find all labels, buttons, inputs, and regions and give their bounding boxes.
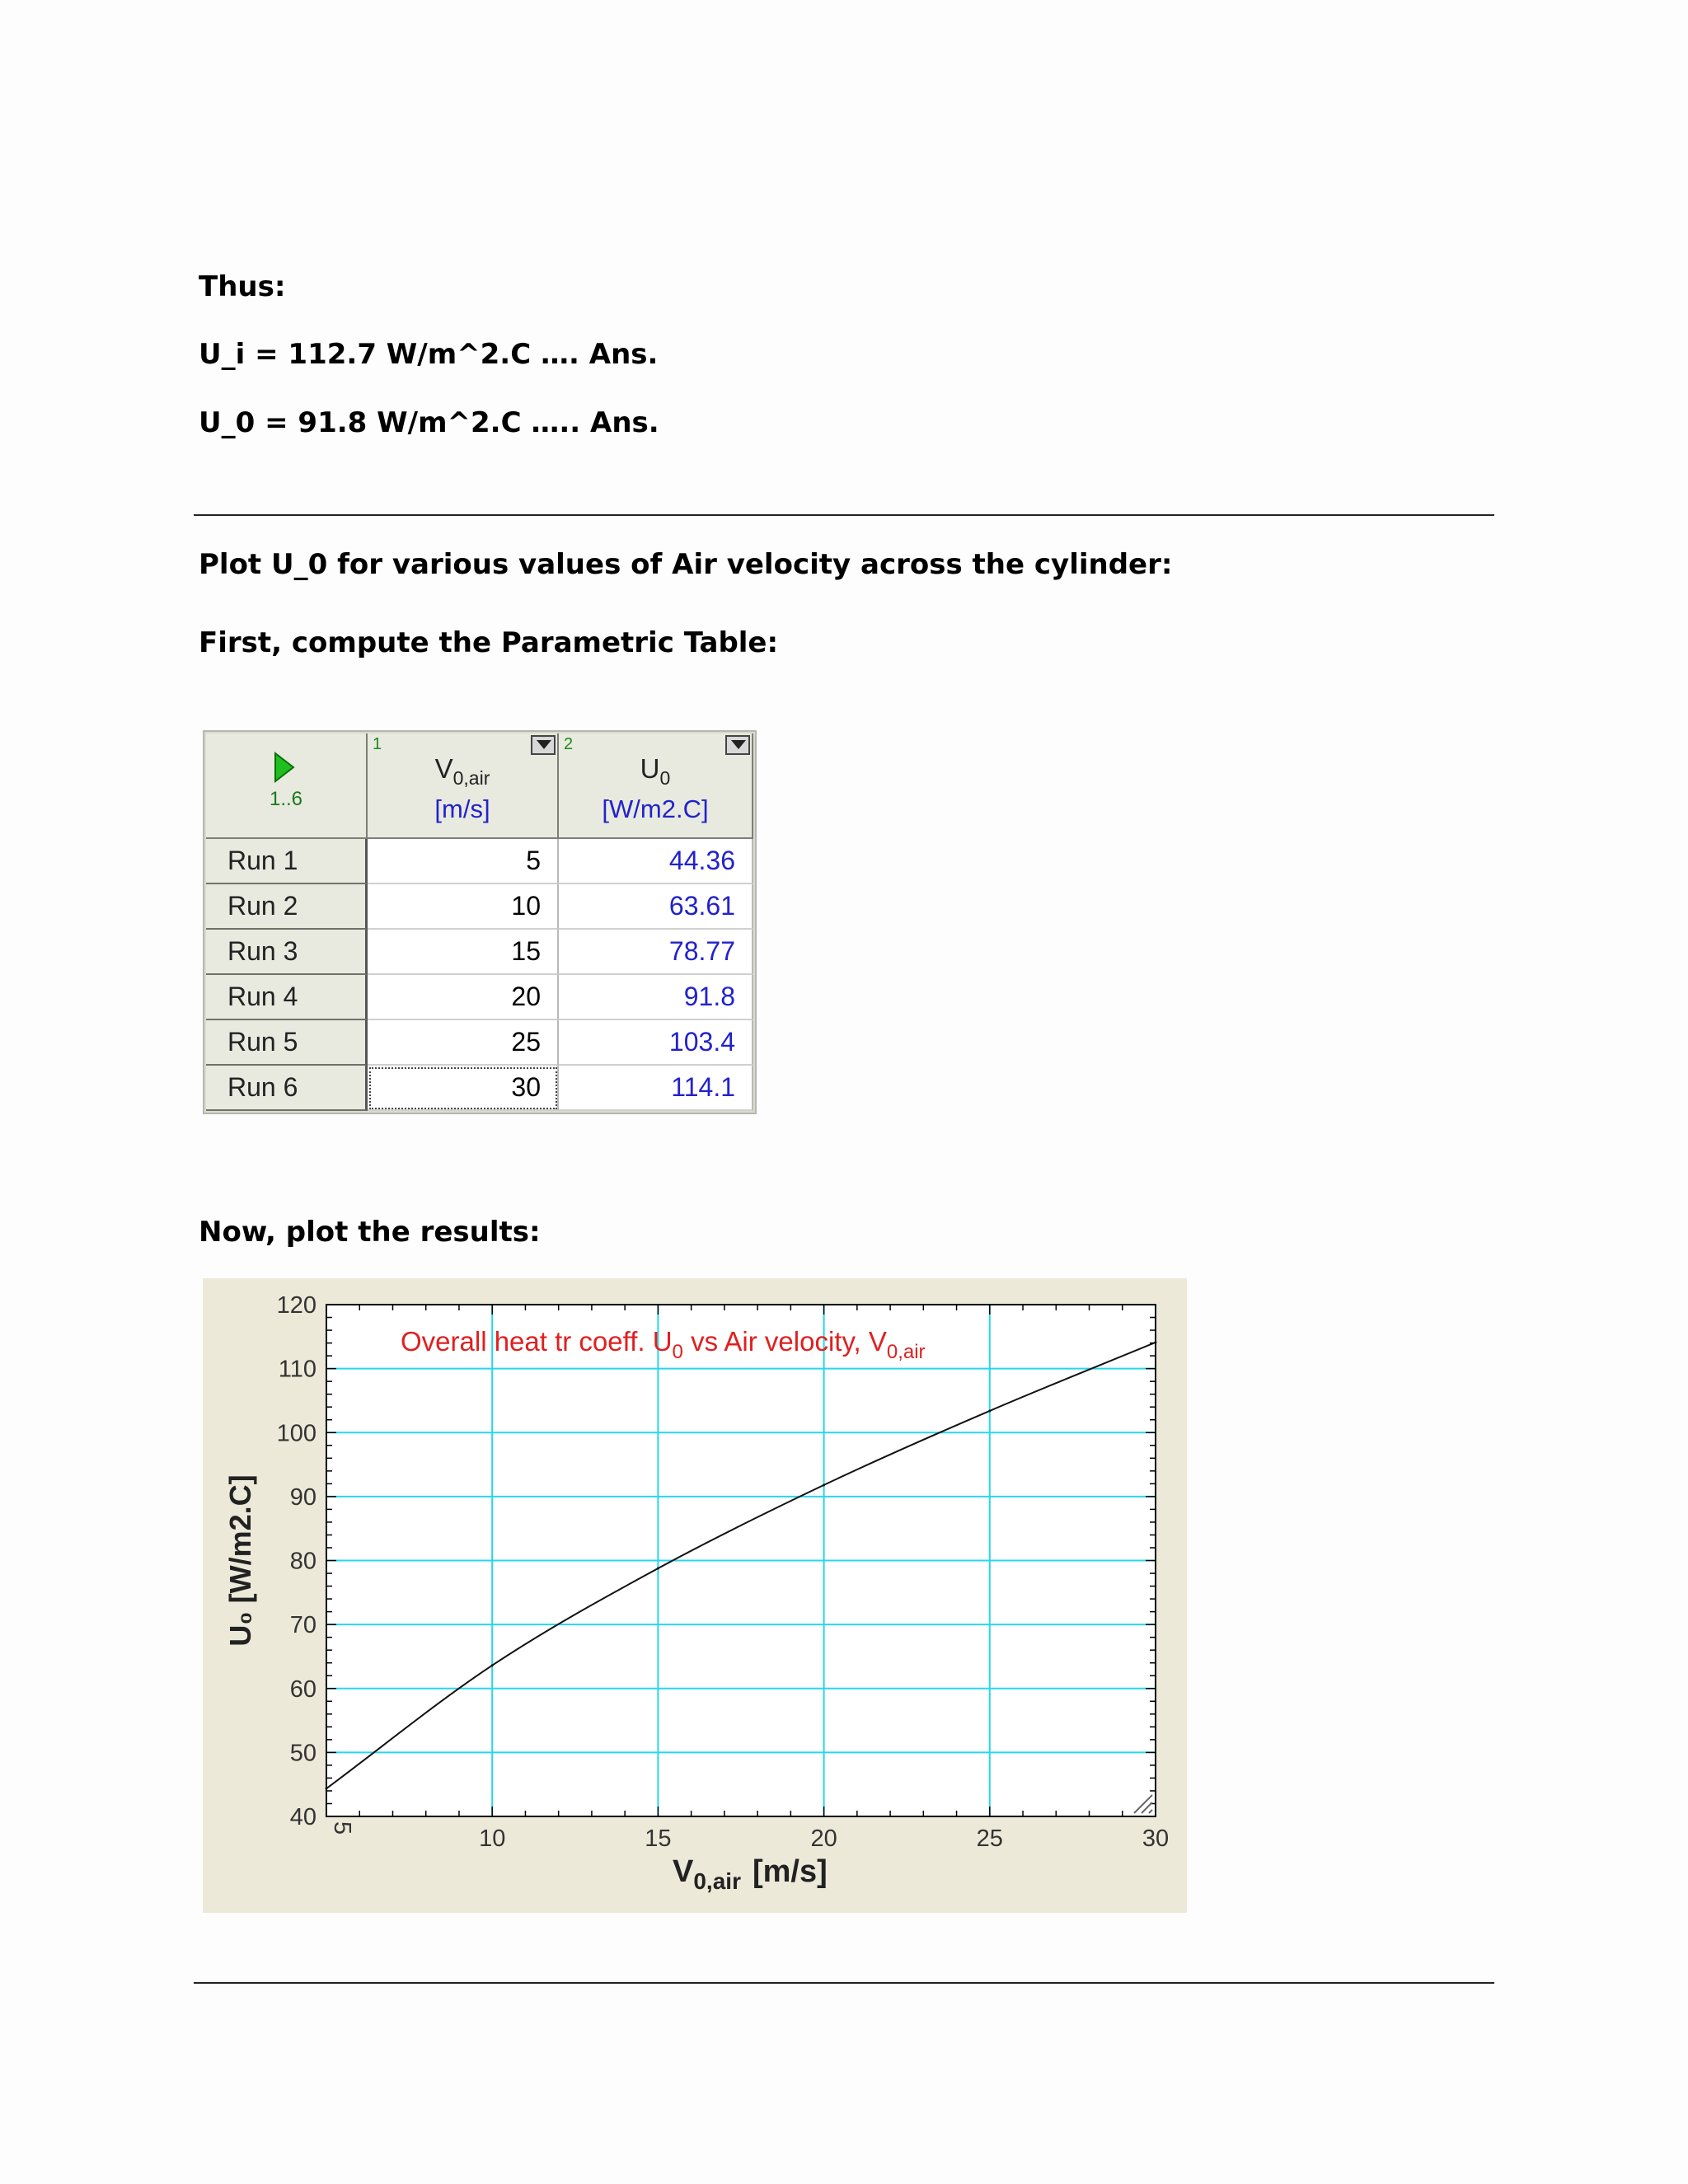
y-axis-label: U₀ [W/m2.C] — [223, 1474, 257, 1647]
y-tick-label: 60 — [289, 1675, 316, 1703]
run-label[interactable]: Run 2 — [206, 884, 368, 930]
column-name: $V_{0,air}$ — [434, 753, 490, 789]
chart-title: Overall heat tr coeff. $U_0$ vs Air velocity, $V_{0,air}$ — [401, 1326, 926, 1363]
column-header-velocity[interactable] — [368, 733, 559, 839]
u0-cell[interactable]: 63.61 — [559, 884, 753, 930]
y-tick-label: 80 — [289, 1548, 316, 1575]
thus-label: Thus: — [199, 270, 286, 303]
data-point — [988, 1409, 991, 1412]
velocity-cell[interactable]: 10 — [368, 884, 559, 930]
column-dropdown-icon[interactable] — [725, 735, 750, 755]
y-tick-label: 90 — [289, 1483, 316, 1511]
u0-cell[interactable]: 78.77 — [559, 930, 753, 975]
y-tick-labels — [277, 1292, 316, 1830]
u0-cell[interactable]: 114.1 — [559, 1066, 753, 1111]
divider-top — [194, 514, 1494, 516]
run-label[interactable]: Run 6 — [206, 1066, 368, 1111]
u0-vs-velocity-chart — [203, 1278, 1187, 1913]
x-tick-label: 15 — [645, 1825, 672, 1852]
column-number: 1 — [373, 735, 382, 753]
column-unit: [W/m2.C] — [602, 794, 709, 823]
parametric-table — [203, 730, 757, 1114]
run-range-header[interactable] — [206, 733, 368, 839]
u0-cell[interactable]: 103.4 — [559, 1020, 753, 1066]
play-icon[interactable] — [274, 752, 295, 783]
y-tick-label: 50 — [289, 1740, 316, 1767]
x-tick-label: 30 — [1142, 1825, 1170, 1852]
velocity-cell[interactable]: 5 — [368, 839, 559, 884]
run-label[interactable]: Run 3 — [206, 930, 368, 975]
velocity-cell[interactable]: 25 — [368, 1020, 559, 1066]
divider-bottom — [194, 1982, 1494, 1984]
data-point — [1155, 1341, 1157, 1343]
u0-cell[interactable]: 91.8 — [559, 975, 753, 1020]
run-range-label: 1..6 — [269, 788, 303, 810]
u0-cell[interactable]: 44.36 — [559, 839, 753, 884]
plot-heading: Plot U_0 for various values of Air velocity across the cylinder: — [199, 548, 1173, 581]
data-point — [823, 1483, 825, 1486]
results-heading: Now, plot the results: — [199, 1216, 541, 1249]
y-tick-label: 70 — [289, 1612, 316, 1639]
velocity-cell-selected[interactable]: 30 — [368, 1066, 559, 1111]
data-point — [326, 1788, 328, 1790]
x-tick-label: 20 — [810, 1825, 837, 1852]
y-tick-label: 40 — [289, 1804, 316, 1830]
u0-result: U_0 = 91.8 W/m^2.C ….. Ans. — [199, 406, 659, 439]
run-label[interactable]: Run 4 — [206, 975, 368, 1020]
run-label[interactable]: Run 5 — [206, 1020, 368, 1066]
column-unit: [m/s] — [434, 794, 490, 823]
x-tick-label: 25 — [976, 1825, 1003, 1852]
velocity-cell[interactable]: 15 — [368, 930, 559, 975]
y-tick-label: 120 — [276, 1292, 316, 1319]
ui-result: U_i = 112.7 W/m^2.C …. Ans. — [199, 338, 659, 371]
data-point — [657, 1568, 659, 1570]
grid — [326, 1305, 1156, 1816]
y-tick-label: 100 — [276, 1420, 316, 1447]
column-number: 2 — [564, 735, 574, 753]
velocity-cell[interactable]: 20 — [368, 975, 559, 1020]
x-tick-label: 10 — [479, 1825, 506, 1852]
run-label[interactable]: Run 1 — [206, 839, 368, 884]
column-name: $U_0$ — [640, 753, 671, 789]
y-tick-label: 110 — [278, 1356, 316, 1383]
x-axis-label: $V_{0,air}$ [m/s] — [673, 1854, 828, 1894]
column-dropdown-icon[interactable] — [531, 735, 556, 755]
table-heading: First, compute the Parametric Table: — [199, 626, 779, 659]
data-point — [491, 1664, 494, 1666]
x-tick-labels — [329, 1821, 1169, 1852]
column-header-u0[interactable] — [559, 733, 753, 839]
x-tick-label: 5 — [329, 1821, 355, 1835]
plot-window — [203, 1278, 1187, 1913]
